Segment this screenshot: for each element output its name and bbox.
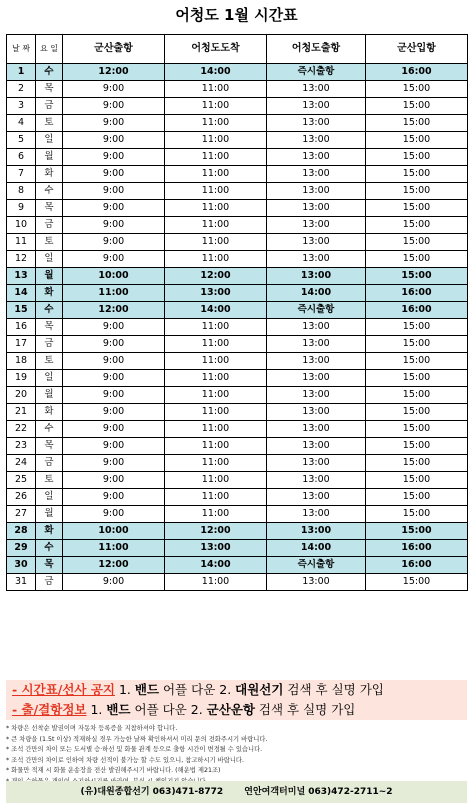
row-weekday: 화 [36, 166, 63, 183]
table-row [7, 523, 468, 540]
row-arr-eocheong: 11:00 [165, 115, 267, 132]
row-dep-eocheong: 13:00 [267, 234, 366, 251]
row-arr-eocheong: 11:00 [165, 166, 267, 183]
row-dep-eocheong: 13:00 [267, 268, 366, 285]
row-day: 17 [7, 336, 36, 353]
row-weekday: 토 [36, 353, 63, 370]
row-dep-gunsan: 9:00 [63, 353, 165, 370]
row-day: 7 [7, 166, 36, 183]
row-day: 10 [7, 217, 36, 234]
row-dep-eocheong: 13:00 [267, 489, 366, 506]
row-arr-eocheong: 11:00 [165, 455, 267, 472]
row-weekday: 일 [36, 489, 63, 506]
contact-terminal: 연안여객터미널 063)472-2711~2 [244, 787, 393, 797]
row-weekday: 수 [36, 421, 63, 438]
row-arr-gunsan: 15:00 [366, 115, 468, 132]
table-row [7, 285, 468, 302]
row-dep-gunsan: 9:00 [63, 217, 165, 234]
table-row [7, 557, 468, 574]
row-weekday: 일 [36, 132, 63, 149]
table-row [7, 217, 468, 234]
table-header-row [7, 35, 468, 64]
row-dep-eocheong: 즉시출항 [267, 302, 366, 319]
notes-list [6, 724, 467, 787]
row-dep-eocheong: 13:00 [267, 336, 366, 353]
row-dep-eocheong: 13:00 [267, 370, 366, 387]
row-day: 11 [7, 234, 36, 251]
row-arr-gunsan: 15:00 [366, 353, 468, 370]
row-dep-eocheong: 13:00 [267, 319, 366, 336]
row-arr-eocheong: 11:00 [165, 183, 267, 200]
row-arr-gunsan: 15:00 [366, 421, 468, 438]
row-day: 8 [7, 183, 36, 200]
row-dep-eocheong: 13:00 [267, 251, 366, 268]
row-arr-eocheong: 14:00 [165, 302, 267, 319]
row-arr-eocheong: 11:00 [165, 234, 267, 251]
row-arr-eocheong: 11:00 [165, 336, 267, 353]
row-weekday: 금 [36, 574, 63, 591]
row-day: 26 [7, 489, 36, 506]
row-arr-gunsan: 15:00 [366, 268, 468, 285]
row-arr-eocheong: 11:00 [165, 438, 267, 455]
table-row [7, 489, 468, 506]
row-dep-eocheong: 13:00 [267, 217, 366, 234]
row-arr-gunsan: 15:00 [366, 472, 468, 489]
table-row [7, 370, 468, 387]
row-arr-gunsan: 15:00 [366, 166, 468, 183]
row-day: 31 [7, 574, 36, 591]
row-arr-gunsan: 15:00 [366, 489, 468, 506]
table-row [7, 183, 468, 200]
row-dep-eocheong: 13:00 [267, 81, 366, 98]
table-row [7, 200, 468, 217]
row-day: 27 [7, 506, 36, 523]
table-row [7, 540, 468, 557]
row-arr-eocheong: 11:00 [165, 472, 267, 489]
row-arr-eocheong: 11:00 [165, 353, 267, 370]
row-arr-gunsan: 15:00 [366, 251, 468, 268]
table-row [7, 81, 468, 98]
row-day: 28 [7, 523, 36, 540]
row-dep-eocheong: 13:00 [267, 149, 366, 166]
row-weekday: 목 [36, 319, 63, 336]
row-dep-gunsan: 9:00 [63, 183, 165, 200]
row-day: 3 [7, 98, 36, 115]
row-weekday: 토 [36, 115, 63, 132]
row-weekday: 월 [36, 268, 63, 285]
band-search-term: 군산운항 [206, 702, 255, 717]
notice-line-operation [6, 700, 467, 720]
note-item: * 조석 간만의 차이로 인하여 차량 선적이 불가능 할 수도 있으니, 참고하시기 바랍니다. [6, 756, 244, 764]
row-dep-gunsan: 11:00 [63, 540, 165, 557]
table-row [7, 404, 468, 421]
row-dep-gunsan: 9:00 [63, 489, 165, 506]
row-dep-eocheong: 13:00 [267, 166, 366, 183]
row-arr-eocheong: 12:00 [165, 268, 267, 285]
row-arr-eocheong: 13:00 [165, 540, 267, 557]
notice-text: 어플 다운 2. [130, 702, 207, 717]
row-dep-gunsan: 9:00 [63, 132, 165, 149]
row-dep-gunsan: 9:00 [63, 234, 165, 251]
table-row [7, 98, 468, 115]
row-arr-gunsan: 15:00 [366, 506, 468, 523]
row-weekday: 금 [36, 98, 63, 115]
row-arr-eocheong: 14:00 [165, 557, 267, 574]
row-arr-eocheong: 11:00 [165, 574, 267, 591]
row-day: 14 [7, 285, 36, 302]
row-dep-eocheong: 13:00 [267, 132, 366, 149]
row-dep-eocheong: 13:00 [267, 183, 366, 200]
row-weekday: 월 [36, 149, 63, 166]
row-day: 2 [7, 81, 36, 98]
table-row [7, 574, 468, 591]
row-day: 16 [7, 319, 36, 336]
row-dep-gunsan: 12:00 [63, 557, 165, 574]
row-arr-eocheong: 11:00 [165, 98, 267, 115]
row-dep-eocheong: 13:00 [267, 574, 366, 591]
band-search-term: 대원선기 [235, 682, 284, 697]
table-row [7, 115, 468, 132]
row-dep-gunsan: 9:00 [63, 319, 165, 336]
row-day: 20 [7, 387, 36, 404]
row-dep-eocheong: 13:00 [267, 98, 366, 115]
row-day: 9 [7, 200, 36, 217]
notice-operation-label: - 출/결항정보 [12, 702, 87, 717]
row-dep-gunsan: 9:00 [63, 438, 165, 455]
row-dep-gunsan: 11:00 [63, 285, 165, 302]
row-day: 22 [7, 421, 36, 438]
col-header-dep-eocheong: 어청도출항 [267, 35, 366, 64]
row-dep-gunsan: 9:00 [63, 115, 165, 132]
row-arr-eocheong: 11:00 [165, 81, 267, 98]
contact-footer [6, 781, 467, 803]
row-arr-gunsan: 15:00 [366, 200, 468, 217]
row-arr-gunsan: 15:00 [366, 98, 468, 115]
col-header-dep-gunsan: 군산출항 [63, 35, 165, 64]
row-dep-gunsan: 12:00 [63, 64, 165, 81]
table-row [7, 64, 468, 81]
row-dep-gunsan: 9:00 [63, 149, 165, 166]
row-arr-gunsan: 15:00 [366, 370, 468, 387]
row-dep-eocheong: 13:00 [267, 404, 366, 421]
row-dep-eocheong: 13:00 [267, 115, 366, 132]
table-row [7, 421, 468, 438]
row-day: 19 [7, 370, 36, 387]
row-dep-eocheong: 13:00 [267, 506, 366, 523]
table-row [7, 387, 468, 404]
row-day: 15 [7, 302, 36, 319]
row-weekday: 금 [36, 336, 63, 353]
row-dep-eocheong: 13:00 [267, 353, 366, 370]
table-row [7, 251, 468, 268]
row-day: 13 [7, 268, 36, 285]
schedule-table [6, 34, 468, 591]
notice-schedule-label: - 시간표/선사 공지 [12, 682, 115, 697]
page-title: 어청도 1월 시간표 [175, 6, 298, 24]
notice-text: 1. [86, 702, 107, 717]
row-arr-gunsan: 15:00 [366, 149, 468, 166]
row-arr-gunsan: 15:00 [366, 234, 468, 251]
note-item: * 화물만 적재 시 화물 운송장을 전산 발권해주시기 바랍니다. (해운법 제21조) [6, 767, 221, 774]
row-arr-gunsan: 15:00 [366, 319, 468, 336]
row-weekday: 목 [36, 557, 63, 574]
row-weekday: 일 [36, 370, 63, 387]
row-weekday: 목 [36, 438, 63, 455]
row-dep-eocheong: 13:00 [267, 387, 366, 404]
notice-text: 어플 다운 2. [159, 682, 236, 697]
band-app-name: 밴드 [134, 682, 160, 697]
row-arr-eocheong: 11:00 [165, 421, 267, 438]
row-day: 6 [7, 149, 36, 166]
row-arr-eocheong: 11:00 [165, 251, 267, 268]
row-arr-eocheong: 11:00 [165, 132, 267, 149]
band-app-name: 밴드 [106, 702, 131, 717]
row-arr-gunsan: 15:00 [366, 438, 468, 455]
row-dep-gunsan: 9:00 [63, 166, 165, 183]
row-dep-gunsan: 9:00 [63, 506, 165, 523]
row-dep-eocheong: 즉시출항 [267, 557, 366, 574]
row-arr-gunsan: 15:00 [366, 404, 468, 421]
row-dep-gunsan: 9:00 [63, 336, 165, 353]
row-arr-eocheong: 13:00 [165, 285, 267, 302]
row-arr-gunsan: 15:00 [366, 81, 468, 98]
row-dep-gunsan: 9:00 [63, 404, 165, 421]
table-row [7, 336, 468, 353]
col-header-arr-eocheong: 어청도도착 [165, 35, 267, 64]
row-dep-gunsan: 9:00 [63, 200, 165, 217]
row-arr-eocheong: 11:00 [165, 489, 267, 506]
table-row [7, 166, 468, 183]
row-dep-gunsan: 9:00 [63, 81, 165, 98]
row-arr-gunsan: 15:00 [366, 574, 468, 591]
table-row [7, 234, 468, 251]
row-weekday: 화 [36, 523, 63, 540]
row-weekday: 금 [36, 455, 63, 472]
row-arr-gunsan: 15:00 [366, 217, 468, 234]
row-weekday: 화 [36, 285, 63, 302]
row-dep-eocheong: 13:00 [267, 472, 366, 489]
row-weekday: 토 [36, 472, 63, 489]
row-arr-eocheong: 11:00 [165, 319, 267, 336]
row-arr-eocheong: 11:00 [165, 387, 267, 404]
row-day: 5 [7, 132, 36, 149]
table-row [7, 319, 468, 336]
row-day: 18 [7, 353, 36, 370]
row-dep-gunsan: 10:00 [63, 268, 165, 285]
notice-box [6, 680, 467, 720]
row-weekday: 수 [36, 302, 63, 319]
col-header-day: 날 짜 [7, 35, 36, 64]
row-arr-eocheong: 11:00 [165, 506, 267, 523]
row-dep-eocheong: 13:00 [267, 438, 366, 455]
row-dep-gunsan: 9:00 [63, 98, 165, 115]
row-arr-gunsan: 16:00 [366, 557, 468, 574]
row-dep-gunsan: 9:00 [63, 455, 165, 472]
row-weekday: 수 [36, 540, 63, 557]
row-arr-gunsan: 15:00 [366, 132, 468, 149]
row-arr-eocheong: 11:00 [165, 217, 267, 234]
row-weekday: 수 [36, 183, 63, 200]
row-arr-gunsan: 15:00 [366, 336, 468, 353]
row-arr-gunsan: 16:00 [366, 285, 468, 302]
row-dep-eocheong: 13:00 [267, 421, 366, 438]
row-weekday: 수 [36, 64, 63, 81]
row-arr-gunsan: 15:00 [366, 183, 468, 200]
row-dep-gunsan: 9:00 [63, 421, 165, 438]
table-row [7, 302, 468, 319]
row-arr-gunsan: 16:00 [366, 540, 468, 557]
row-weekday: 토 [36, 234, 63, 251]
row-day: 12 [7, 251, 36, 268]
col-header-arr-gunsan: 군산입항 [366, 35, 468, 64]
note-item: * 조석 간만의 차이 또는 도서별 승·하선 및 화물 관계 등으로 출항 시간이 변경될 수 있습니다. [6, 746, 263, 753]
table-row [7, 268, 468, 285]
row-arr-gunsan: 15:00 [366, 523, 468, 540]
row-day: 29 [7, 540, 36, 557]
row-day: 21 [7, 404, 36, 421]
row-dep-eocheong: 13:00 [267, 523, 366, 540]
row-arr-eocheong: 11:00 [165, 370, 267, 387]
row-arr-gunsan: 15:00 [366, 387, 468, 404]
row-day: 24 [7, 455, 36, 472]
row-arr-gunsan: 15:00 [366, 455, 468, 472]
table-row [7, 438, 468, 455]
row-dep-gunsan: 10:00 [63, 523, 165, 540]
note-item: * 큰 차량을 (1.5t 이상) 적재하실 경우 가능한 날짜 확인하셔서 미리 문의 전화주시기 바랍니다. [6, 735, 268, 743]
row-day: 1 [7, 64, 36, 81]
table-row [7, 455, 468, 472]
row-weekday: 월 [36, 506, 63, 523]
row-arr-eocheong: 11:00 [165, 200, 267, 217]
table-row [7, 353, 468, 370]
row-arr-eocheong: 14:00 [165, 64, 267, 81]
row-dep-eocheong: 즉시출항 [267, 64, 366, 81]
row-dep-gunsan: 12:00 [63, 302, 165, 319]
table-row [7, 132, 468, 149]
notice-line-schedule [6, 680, 467, 700]
row-arr-eocheong: 12:00 [165, 523, 267, 540]
notice-text: 검색 후 실명 가입 [283, 682, 384, 697]
col-header-weekday: 요 일 [36, 35, 63, 64]
row-dep-gunsan: 9:00 [63, 387, 165, 404]
row-day: 25 [7, 472, 36, 489]
row-arr-gunsan: 16:00 [366, 302, 468, 319]
table-row [7, 506, 468, 523]
row-weekday: 목 [36, 200, 63, 217]
row-weekday: 금 [36, 217, 63, 234]
row-weekday: 일 [36, 251, 63, 268]
row-weekday: 화 [36, 404, 63, 421]
row-weekday: 월 [36, 387, 63, 404]
row-day: 23 [7, 438, 36, 455]
table-row [7, 472, 468, 489]
contact-company: (유)대원종합선기 063)471-8772 [80, 787, 224, 797]
row-dep-eocheong: 13:00 [267, 455, 366, 472]
row-dep-eocheong: 14:00 [267, 540, 366, 557]
notice-text: 검색 후 실명 가입 [254, 702, 356, 717]
row-weekday: 목 [36, 81, 63, 98]
row-day: 30 [7, 557, 36, 574]
row-dep-eocheong: 14:00 [267, 285, 366, 302]
row-dep-gunsan: 9:00 [63, 472, 165, 489]
row-arr-eocheong: 11:00 [165, 404, 267, 421]
notice-text: 1. [114, 682, 135, 697]
row-dep-gunsan: 9:00 [63, 370, 165, 387]
table-row [7, 149, 468, 166]
row-arr-eocheong: 11:00 [165, 149, 267, 166]
row-dep-eocheong: 13:00 [267, 200, 366, 217]
row-dep-gunsan: 9:00 [63, 251, 165, 268]
row-day: 4 [7, 115, 36, 132]
note-item: * 차량은 선착순 발권이며 자동차 등록증을 지참하셔야 합니다. [6, 725, 178, 732]
row-arr-gunsan: 16:00 [366, 64, 468, 81]
row-dep-gunsan: 9:00 [63, 574, 165, 591]
